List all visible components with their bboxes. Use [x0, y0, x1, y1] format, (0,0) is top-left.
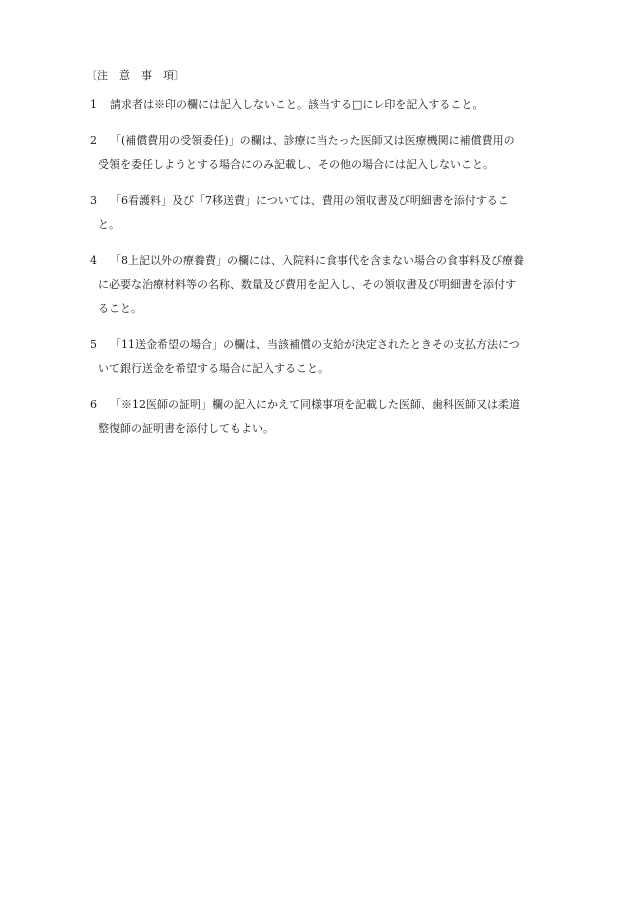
note-line: と。: [98, 218, 120, 231]
note-line: 受領を委任しようとする場合にのみ記載し、その他の場合には記入しないこと。: [98, 158, 494, 171]
note-number: 1: [90, 98, 97, 111]
note-item-1: [0, 93, 630, 117]
note-number: 2: [90, 134, 97, 147]
note-item-5: [0, 333, 630, 381]
note-item-4: [0, 249, 630, 321]
note-text: [98, 249, 562, 321]
notes-list: [0, 93, 630, 453]
note-line: ること。: [98, 302, 142, 315]
note-number: 5: [90, 338, 97, 351]
notes-heading: 〔注 意 事 項〕: [86, 69, 185, 82]
note-text: [98, 129, 562, 177]
note-line: 「6看護料」及び「7移送費」については、費用の領収書及び明細書を添付するこ: [110, 194, 509, 207]
note-line: に必要な治療材料等の名称、数量及び費用を記入し、その領収書及び明細書を添付す: [98, 278, 516, 291]
note-line: 「(補償費用の受領委任)」の欄は、診療に当たった医師又は医療機関に補償費用の: [110, 134, 515, 147]
note-number: 6: [90, 398, 97, 411]
note-line: 「※12医師の証明」欄の記入にかえて同様事項を記載した医師、歯科医師又は柔道: [110, 398, 520, 411]
note-text: [98, 393, 562, 441]
note-item-6: [0, 393, 630, 441]
note-item-3: [0, 189, 630, 237]
note-number: 4: [90, 254, 97, 267]
note-number: 3: [90, 194, 97, 207]
note-text: [98, 333, 562, 381]
note-line: いて銀行送金を希望する場合に記入すること。: [98, 362, 329, 375]
note-text: [98, 189, 562, 237]
note-line: 「11送金希望の場合」の欄は、当該補償の支給が決定されたときその支払方法につ: [110, 338, 520, 351]
note-line: 整復師の証明書を添付してもよい。: [98, 422, 274, 435]
note-item-2: [0, 129, 630, 177]
note-line: 「8上記以外の療養費」の欄には、入院料に食事代を含まない場合の食事料及び療養: [110, 254, 524, 267]
note-text: [110, 93, 562, 117]
note-line: 請求者は※印の欄には記入しないこと。該当する□にレ印を記入すること。: [110, 98, 484, 111]
